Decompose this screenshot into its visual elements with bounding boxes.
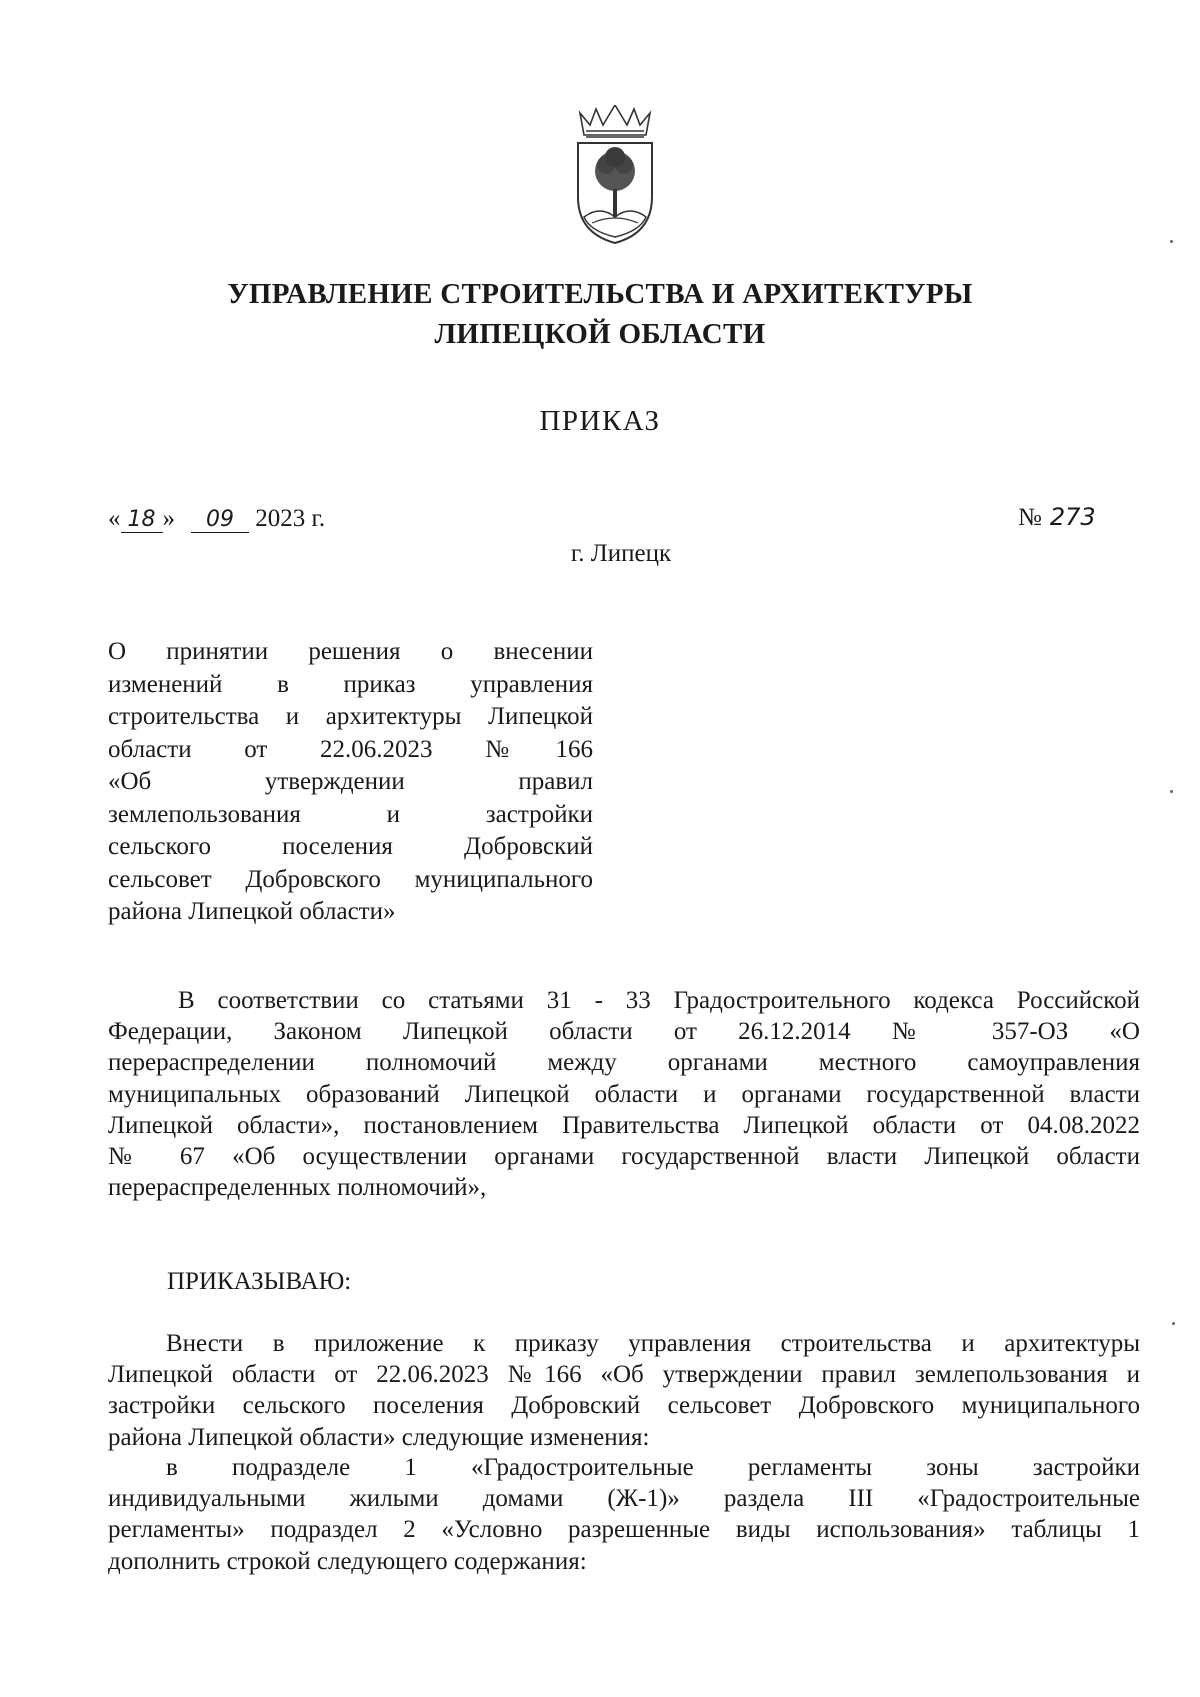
paragraph-line: в подразделе 1 «Градостроительные регламенты зоны застройки xyxy=(166,1454,1140,1481)
scan-speck xyxy=(1170,790,1173,793)
paragraph-line: муниципальных образований Липецкой области и органами государственной власти xyxy=(108,1080,1140,1108)
title-line: области от 22.06.2023 №166 xyxy=(108,735,593,763)
document-title xyxy=(108,636,593,929)
preamble-paragraph xyxy=(108,985,1140,1203)
city: г. Липецк xyxy=(570,540,672,567)
paragraph-line: района Липецкой области» следующие изменения: xyxy=(108,1423,650,1451)
title-line: сельского поселения Добровский xyxy=(108,833,593,860)
document-type: ПРИКАЗ xyxy=(539,405,661,437)
paragraph-line: В соответствии со статьями 31 - 33 Градостроительного кодекса Российской xyxy=(178,987,1140,1014)
date-day-handwritten: 18 xyxy=(121,508,163,533)
title-line: О принятии решения о внесении xyxy=(108,638,593,665)
order-paragraph xyxy=(108,1328,1140,1453)
scan-speck xyxy=(1172,1322,1175,1325)
title-line: изменений в приказ управления xyxy=(108,670,593,698)
number-label: № xyxy=(1018,504,1042,531)
paragraph-line: застройки сельского поселения Добровский сельсовет Добровского муниципального xyxy=(108,1392,1140,1420)
paragraph-line: регламенты» подраздел 2 «Условно разрешенные виды использования» таблицы 1 xyxy=(108,1516,1140,1544)
number-handwritten: 273 xyxy=(1049,503,1096,531)
amendment-paragraph xyxy=(108,1452,1140,1577)
title-line: района Липецкой области» xyxy=(108,898,396,925)
title-line: сельсовет Добровского муниципального xyxy=(108,865,593,893)
date-open-quote: « xyxy=(108,505,121,532)
date-close-quote: » xyxy=(162,505,175,532)
paragraph-line: перераспределении полномочий между органами местного самоуправления xyxy=(108,1049,1140,1077)
lipetsk-coat-of-arms-icon xyxy=(570,105,660,245)
title-line: «Об утверждении правил xyxy=(108,768,593,795)
paragraph-line: Федерации, Законом Липецкой области от 26.12.2014 № 357-ОЗ «О xyxy=(108,1018,1140,1046)
organization-name-line-2: ЛИПЕЦКОЙ ОБЛАСТИ xyxy=(434,318,766,350)
paragraph-line: № 67 «Об осуществлении органами государственной власти Липецкой области xyxy=(108,1143,1140,1171)
order-word: ПРИКАЗЫВАЮ: xyxy=(167,1268,352,1295)
document-date xyxy=(108,505,325,533)
paragraph-line: перераспределенных полномочий», xyxy=(108,1174,487,1202)
paragraph-line: Липецкой области от 22.06.2023 №166 «Об утверждении правил землепользования и xyxy=(108,1361,1140,1389)
paragraph-line: Липецкой области», постановлением Правительства Липецкой области от 04.08.2022 xyxy=(108,1111,1140,1139)
scan-speck xyxy=(1170,240,1173,243)
paragraph-line: Внести в приложение к приказу управления строительства и архитектуры xyxy=(166,1330,1140,1357)
paragraph-line: индивидуальными жилыми домами (Ж-1)» раздела III «Градостроительные xyxy=(108,1485,1140,1513)
date-month-handwritten: 09 xyxy=(191,508,249,533)
title-line: строительства и архитектуры Липецкой xyxy=(108,703,593,730)
document-number xyxy=(1018,503,1096,532)
organization-name-line-1: УПРАВЛЕНИЕ СТРОИТЕЛЬСТВА И АРХИТЕКТУРЫ xyxy=(227,278,973,310)
paragraph-line: дополнить строкой следующего содержания: xyxy=(108,1547,587,1575)
title-line: землепользования и застройки xyxy=(108,800,593,828)
date-year: 2023 г. xyxy=(255,505,326,532)
